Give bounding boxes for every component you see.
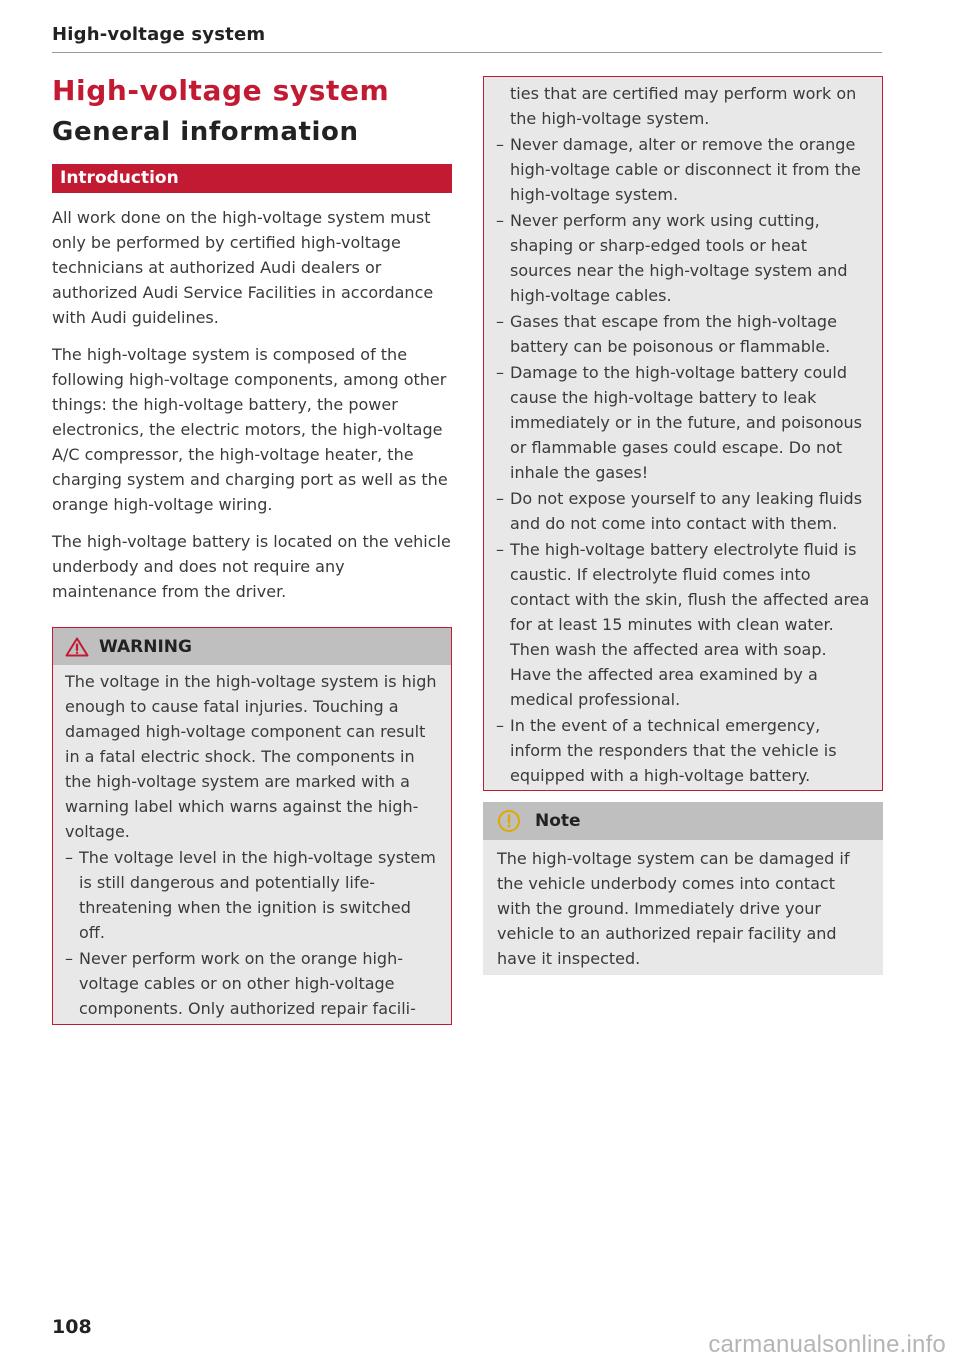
- warning-intro: The voltage in the high-voltage system is high enough to cause fatal injuries. Touching a damaged high-voltage component can result in a fatal electric shock. The components in the high-voltage system are marked with a warning label which warns against the high-voltage.: [65, 672, 437, 841]
- note-heading: Note: [535, 811, 581, 831]
- intro-paragraph-2: The high-voltage system is composed of the following high-voltage components, among other things: the high-voltage battery, the power electronics, the electric motors, the high-voltage A/C compressor, the high-voltage heater, the charging system and charging port as well as the orange high-voltage wiring.: [52, 345, 448, 514]
- warning-item: – In the event of a technical emergency, inform the responders that the vehicle is equipped with a high-voltage battery.: [496, 713, 870, 788]
- warning-item: – Do not expose yourself to any leaking fluids and do not come into contact with them.: [496, 486, 870, 536]
- left-column: [52, 72, 452, 1025]
- intro-paragraph-3: The high-voltage battery is located on the vehicle underbody and does not require any maintenance from the driver.: [52, 532, 451, 601]
- watermark: carmanualsonline.info: [708, 1331, 946, 1358]
- section-heading: Introduction: [52, 164, 452, 193]
- running-header-title: High-voltage system: [52, 24, 266, 45]
- warning-box-continued: [483, 76, 883, 791]
- page-number: 108: [52, 1316, 92, 1338]
- warning-list-right: [496, 132, 870, 788]
- warning-item: – Never damage, alter or remove the orange high-voltage cable or disconnect it from the high-voltage system.: [496, 132, 870, 207]
- warning-list-left: [65, 845, 439, 1021]
- warning-box: [52, 627, 452, 1025]
- note-box: [483, 802, 883, 975]
- right-column: [483, 76, 883, 975]
- warning-item: – Never perform work on the orange high-voltage cables or on other high-voltage components. Only authorized repair facili-: [65, 946, 439, 1021]
- warning-item: – Gases that escape from the high-voltage battery can be poisonous or flammable.: [496, 309, 870, 359]
- warning-header: [53, 628, 451, 665]
- page-subtitle: General information: [52, 117, 359, 147]
- running-header: [52, 24, 882, 53]
- warning-item: – Never perform any work using cutting, shaping or sharp-edged tools or heat sources near the high-voltage system and high-voltage cables.: [496, 208, 870, 308]
- warning-item: – Damage to the high-voltage battery could cause the high-voltage battery to leak immediately or in the future, and poisonous or flammable gases could escape. Do not inhale the gases!: [496, 360, 870, 485]
- note-text: The high-voltage system can be damaged if the vehicle underbody comes into contact with the ground. Immediately drive your vehicle to an authorized repair facility and have it inspected.: [497, 849, 850, 968]
- intro-paragraph-1: All work done on the high-voltage system must only be performed by certified high-voltage technicians at authorized Audi dealers or authorized Audi Service Facilities in accordance with Audi guidelines.: [52, 208, 434, 327]
- warning-item: – The voltage level in the high-voltage system is still dangerous and potentially life-threatening when the ignition is switched off.: [65, 845, 439, 945]
- warning-item: – The high-voltage battery electrolyte fluid is caustic. If electrolyte fluid comes into contact with the skin, flush the affected area for at least 15 minutes with clean water. Then wash the affected area with soap. Have the affected area examined by a medical professional.: [496, 537, 870, 712]
- warning-triangle-icon: [65, 637, 89, 657]
- note-header: [483, 802, 883, 840]
- warning-body: [53, 665, 451, 1024]
- page-title: High-voltage system: [52, 74, 390, 107]
- note-exclamation-icon: [497, 809, 521, 833]
- note-body: [483, 840, 883, 975]
- warning-heading: WARNING: [99, 636, 192, 657]
- warning-continuation: ties that are certified may perform work on the high-voltage system.: [510, 84, 857, 128]
